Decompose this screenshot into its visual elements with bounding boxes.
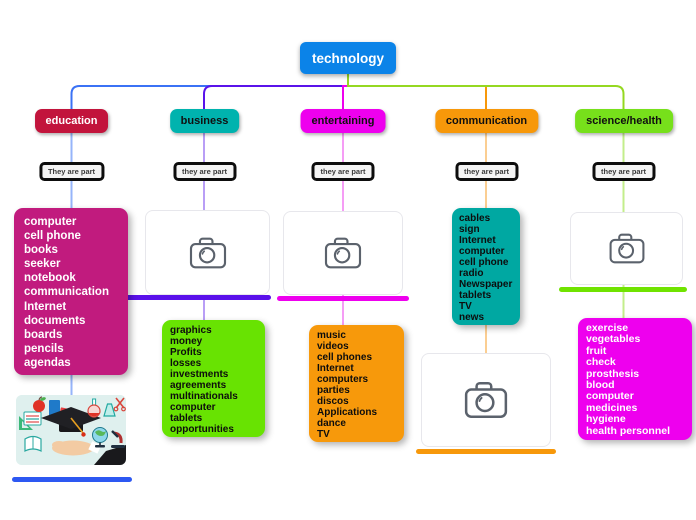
list-item: Newspaper (459, 279, 513, 290)
branch-label: entertaining (311, 115, 375, 127)
list-item: Profits (170, 347, 202, 358)
list-item: losses (170, 358, 202, 369)
education-clipart (16, 395, 126, 465)
list-item: Internet (24, 300, 67, 313)
relation-node-communication[interactable] (455, 162, 518, 181)
relation-node-entertaining[interactable] (311, 162, 374, 181)
list-item: Internet (459, 235, 496, 246)
list-item: investments (170, 369, 229, 380)
list-item: fruit (586, 344, 607, 357)
entertaining-items-node[interactable] (309, 325, 404, 442)
education-items-node[interactable] (14, 208, 128, 375)
list-item: cables (459, 213, 491, 224)
science-items-node[interactable] (578, 318, 692, 440)
list-item: prosthesis (586, 367, 640, 380)
branch-node-communication[interactable] (435, 109, 538, 133)
list-item: pencils (24, 342, 64, 355)
branch-label: business (180, 115, 229, 127)
list-item: cell phone (459, 257, 509, 268)
list-item: parties (317, 385, 350, 396)
list-item: documents (24, 314, 86, 327)
list-item: cell phones (317, 352, 373, 363)
entertaining-branch-line (343, 86, 348, 110)
business-items-node[interactable] (162, 320, 265, 437)
list-item: notebook (24, 272, 76, 285)
list-item: Internet (317, 363, 354, 374)
list-item: TV (317, 429, 330, 440)
list-item: check (586, 356, 616, 369)
communication-underline (416, 449, 556, 454)
list-item: videos (317, 341, 349, 352)
relation-label: they are part (320, 167, 366, 176)
branch-node-entertaining[interactable] (301, 109, 386, 133)
list-item: tablets (170, 413, 203, 424)
list-item: health personnel (586, 424, 671, 437)
list-item: communication (24, 286, 109, 299)
education-image[interactable] (16, 395, 126, 465)
business-image-placeholder[interactable] (145, 210, 270, 295)
root-node-label: technology (311, 50, 384, 66)
branch-label: communication (445, 115, 528, 127)
list-item: vegetables (586, 333, 641, 346)
list-item: news (459, 312, 485, 323)
list-item: computer (586, 390, 634, 403)
list-item: tablets (459, 290, 492, 301)
list-item: cell phone (24, 230, 81, 243)
list-item: medicines (586, 401, 638, 414)
relation-node-business[interactable] (173, 162, 236, 181)
list-item: computers (317, 374, 369, 385)
list-item: radio (459, 268, 484, 279)
business-underline (112, 295, 271, 300)
entertaining-underline (277, 296, 409, 301)
science-underline (559, 287, 687, 292)
list-item: TV (459, 301, 472, 312)
list-item: multinationals (170, 391, 238, 402)
entertaining-image-placeholder[interactable] (283, 211, 403, 295)
list-item: agendas (24, 356, 71, 369)
list-item: opportunities (170, 424, 234, 435)
branch-node-education[interactable] (35, 109, 109, 133)
list-item: sign (459, 224, 480, 235)
communication-image-placeholder[interactable] (421, 353, 551, 447)
business-branch-line (204, 86, 348, 110)
relation-node-science-health[interactable] (592, 162, 655, 181)
list-item: blood (586, 379, 615, 392)
list-item: graphics (170, 325, 212, 336)
relation-label: they are part (181, 167, 228, 176)
relation-label: they are part (600, 167, 647, 176)
branch-node-business[interactable] (170, 109, 240, 133)
relation-node-education[interactable] (39, 162, 104, 181)
list-item: books (24, 244, 58, 257)
list-item: boards (24, 328, 63, 341)
list-item: computer (24, 216, 77, 228)
list-item: seeker (24, 258, 61, 271)
branch-node-science-health[interactable] (575, 109, 673, 133)
education-underline (12, 477, 132, 482)
science-image-placeholder[interactable] (570, 212, 683, 285)
list-item: hygiene (586, 413, 626, 426)
list-item: exercise (586, 322, 629, 334)
education-branch-line (72, 86, 349, 110)
camera-icon (323, 236, 363, 270)
list-item: agreements (170, 380, 227, 391)
camera-icon (188, 236, 228, 270)
list-item: computer (170, 402, 216, 413)
list-item: dance (317, 418, 346, 429)
branch-label: science/health (586, 115, 662, 127)
relation-label: they are part (463, 167, 510, 176)
list-item: music (317, 330, 346, 341)
camera-icon (463, 380, 509, 420)
communication-items-node[interactable] (452, 208, 520, 325)
list-item: discos (317, 396, 349, 407)
relation-label: They are part (47, 167, 96, 176)
branch-label: education (45, 115, 98, 127)
camera-icon (608, 232, 646, 265)
root-node-technology[interactable] (300, 42, 396, 74)
list-item: money (170, 336, 203, 347)
list-item: computer (459, 246, 505, 257)
list-item: Applications (317, 407, 378, 418)
